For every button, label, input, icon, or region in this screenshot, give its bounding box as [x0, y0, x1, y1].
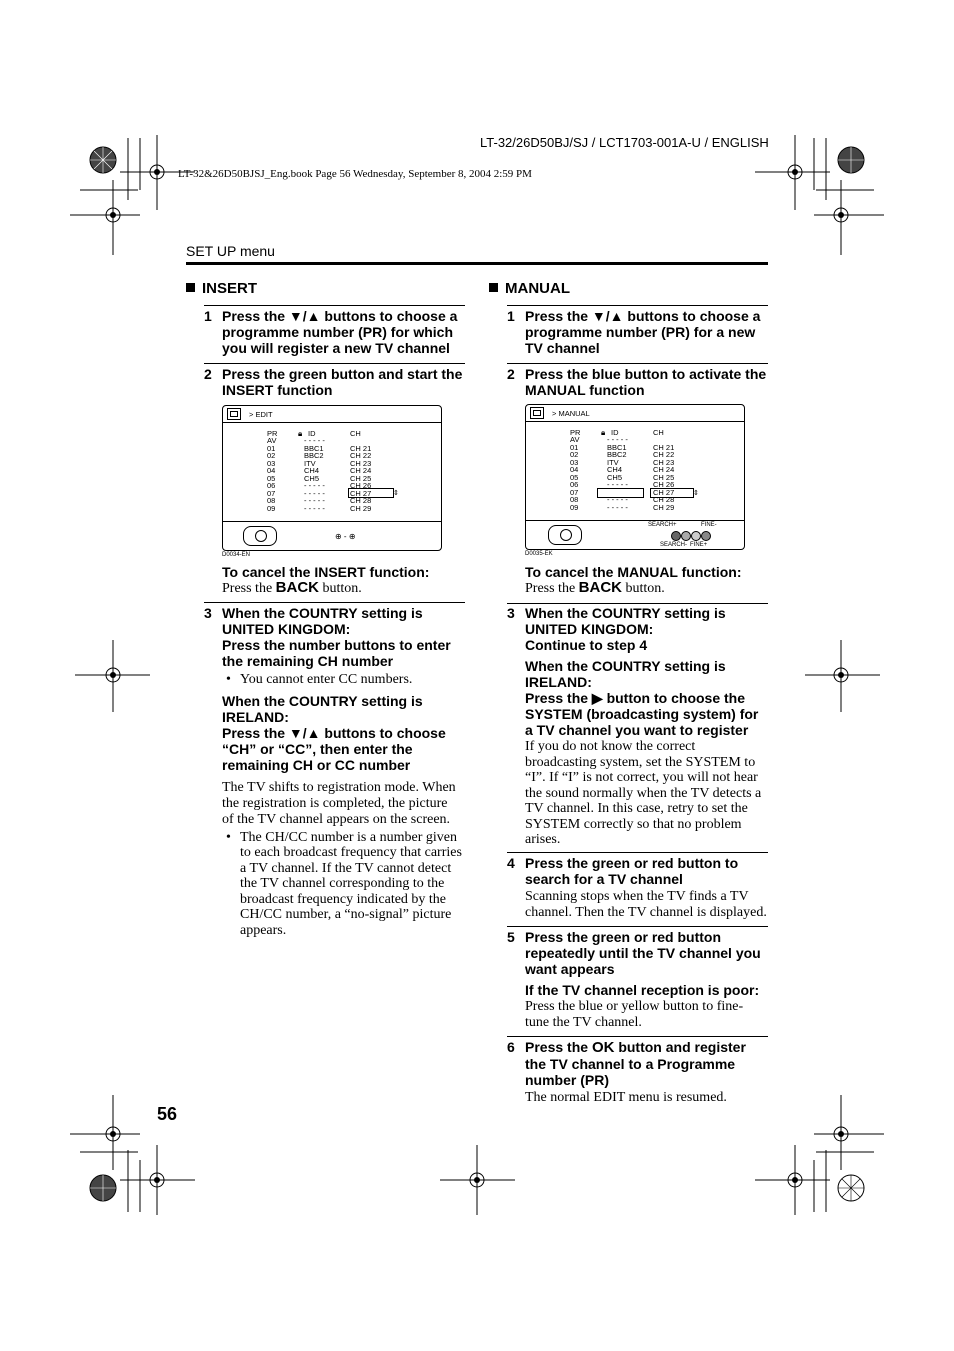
id-cell: - - - - -: [607, 502, 628, 512]
pr-cell: 08: [267, 496, 276, 505]
step-text: When the COUNTRY setting is IRELAND:: [525, 658, 726, 690]
insert-step-3: [204, 605, 467, 938]
fine-plus-label: FINE+: [690, 542, 708, 548]
blue-button-icon: [701, 531, 711, 541]
lock-icon: 🔒︎: [298, 429, 303, 438]
id-cursor: [597, 488, 644, 498]
step-text: When the COUNTRY setting is UNITED KINGDOM:: [222, 605, 423, 637]
id-cell: - - - - -: [304, 436, 325, 445]
screen-header: [526, 405, 744, 422]
body-text: Press the blue or yellow button to fine-tune the TV channel.: [525, 999, 744, 1030]
step-text: Press the blue button to activate the MANUAL function: [525, 366, 767, 398]
manual-cancel-title: To cancel the MANUAL function:: [525, 564, 742, 580]
header-rule: [186, 262, 768, 265]
step-text: Press the number buttons to enter the remaining CH number: [222, 637, 451, 669]
id-cell: BBC2: [304, 451, 324, 460]
insert-screen: [222, 405, 442, 551]
search-plus-label: SEARCH+: [648, 522, 677, 528]
ch-cell: CH 23: [653, 457, 675, 467]
pr-cell: 06: [267, 481, 276, 490]
id-cell: CH4: [304, 466, 320, 475]
divider: [507, 1036, 768, 1037]
step-text: Press the ▶ button to choose the SYSTEM (broadcasting system) for a TV channel you want to register: [525, 690, 759, 738]
square-bullet-icon: [186, 283, 195, 292]
ch-cell: CH 28: [653, 495, 675, 504]
step-number: 2: [507, 366, 515, 382]
text: Press the: [222, 581, 273, 596]
manual-cancel-text: [525, 580, 768, 597]
pr-cell: 09: [570, 502, 579, 512]
step-number: 2: [204, 366, 212, 382]
insert-cancel-title: To cancel the INSERT function:: [222, 564, 430, 580]
manual-title: MANUAL: [505, 280, 570, 297]
lock-icon: 🔒︎: [601, 428, 606, 437]
id-cell: BBC1: [607, 442, 627, 452]
pr-cell: 09: [267, 503, 276, 513]
ch-cell: CH 21: [653, 442, 675, 452]
divider: [204, 363, 465, 364]
cursor-arrow-icon: ⇕: [393, 489, 399, 497]
step-3-ireland: [525, 658, 770, 738]
insert-cancel-text: [222, 580, 465, 597]
selection-cursor: [650, 488, 694, 498]
remote-icon: [548, 525, 582, 545]
insert-title: INSERT: [202, 280, 258, 297]
step-number: 1: [204, 308, 212, 324]
ch-cell: CH 26: [350, 481, 372, 490]
id-cell: BBC1: [304, 443, 324, 453]
step-text: When the COUNTRY setting is UNITED KINGDOM:: [525, 605, 726, 637]
step-3-ireland: [222, 693, 467, 773]
manual-step-5: [507, 929, 770, 1030]
step-number: 4: [507, 855, 515, 871]
square-bullet-icon: [489, 283, 498, 292]
pr-cell: 07: [570, 487, 579, 497]
step-3-uk: [204, 605, 467, 669]
step-text: Press the green or red button to search for a TV channel: [525, 855, 739, 887]
ch-cell: CH 21: [350, 443, 372, 453]
breadcrumb: > EDIT: [249, 410, 273, 419]
step-text: button and register the TV channel to a Programme number (PR): [525, 1039, 746, 1088]
id-cell: CH5: [607, 472, 623, 482]
pr-cell: 04: [267, 466, 276, 475]
manual-step-4: [507, 855, 770, 920]
page-number: 56: [157, 1104, 178, 1124]
pr-cell: AV: [267, 436, 277, 445]
step-4-heading: [507, 855, 770, 887]
manual-screen: [525, 404, 745, 550]
col-ch: CH: [350, 429, 361, 438]
ch-column: [350, 437, 371, 512]
divider: [507, 926, 768, 927]
text: button.: [322, 581, 362, 596]
ch-cell: CH 29: [653, 502, 675, 512]
back-key: BACK: [578, 579, 623, 596]
ch-cell: CH 24: [350, 466, 372, 475]
id-cell: CH5: [304, 473, 320, 483]
divider: [507, 305, 768, 306]
text: button.: [625, 581, 665, 596]
step-text: When the COUNTRY setting is IRELAND:: [222, 692, 423, 725]
ch-column: [653, 436, 674, 511]
red-button-icon: [671, 531, 681, 541]
ch-cell: CH 27: [653, 487, 675, 497]
body-text: The TV shifts to registration mode. When the registration is completed, the picture of the TV channel appears on the screen.: [222, 779, 456, 827]
col-pr: PR: [570, 428, 581, 437]
id-cell: BBC2: [607, 450, 627, 459]
step-6-heading: [507, 1039, 770, 1088]
divider: [507, 363, 768, 364]
manual-step-2: [507, 366, 768, 398]
pr-cell: 02: [267, 451, 276, 460]
body-text: If you do not know the correct broadcasting system, set the SYSTEM to “I”. If “I” is not correct, you will not hear the sound normally when the TV detects a TV channel. In this case, retry to set the SYSTEM correctly so that no problem arises.: [525, 739, 762, 847]
bullet-note: • You cannot enter CC numbers.: [222, 672, 467, 688]
body-text: The normal EDIT menu is resumed.: [525, 1090, 727, 1105]
col-id: ID: [611, 428, 619, 437]
step-text: Press the ▼/▲ buttons to choose a programme number (PR) for a new TV channel: [525, 308, 761, 356]
id-cell: - - - - -: [304, 481, 325, 490]
text: Press the: [525, 581, 576, 596]
pr-cell: 05: [267, 473, 276, 483]
fine-minus-label: FINE-: [701, 522, 717, 528]
yellow-button-icon: [691, 531, 701, 541]
insert-step-1: [204, 308, 465, 356]
id-cell: - - - - -: [304, 496, 325, 505]
screen-footer: [526, 520, 744, 550]
pr-cell: 01: [570, 442, 579, 452]
model-line: LT-32/26D50BJ/SJ / LCT1703-001A-U / ENGLISH: [480, 135, 769, 150]
screen-footer: [223, 521, 441, 551]
pr-column: [267, 437, 276, 512]
ch-cell: CH 22: [653, 450, 675, 459]
selection-cursor: [348, 488, 394, 498]
col-ch: CH: [653, 428, 664, 437]
insert-heading: [186, 280, 257, 297]
bullet-note: • The CH/CC number is a number given to each broadcast frequency that carries a TV channel. If the TV cannot detect the TV channel corresponding to the broadcast frequency indicated by the CH/CC number, a “no-signal” picture appears.: [222, 830, 465, 939]
ok-key: OK: [591, 1039, 615, 1056]
tv-icon: [530, 407, 544, 419]
manual-heading: [489, 280, 570, 297]
step-number: 6: [507, 1039, 515, 1055]
green-button-icon: [681, 531, 691, 541]
body-text: Scanning stops when the TV finds a TV channel. Then the TV channel is displayed.: [525, 889, 767, 920]
manual-step-6: [507, 1039, 770, 1106]
ch-cell: CH 25: [653, 472, 675, 482]
breadcrumb: > MANUAL: [552, 409, 590, 418]
ch-cell: CH 23: [350, 458, 372, 468]
id-cell: - - - - -: [607, 435, 628, 444]
pr-cell: 07: [267, 488, 276, 498]
search-minus-label: SEARCH-: [660, 542, 688, 548]
col-id: ID: [308, 429, 316, 438]
manual-step-1: [507, 308, 768, 356]
step-text: Press the ▼/▲ buttons to choose “CH” or “CC”, then enter the remaining CH or CC number: [222, 724, 446, 773]
id-column: [304, 437, 325, 512]
step-text: Press the ▼/▲ buttons to choose a programme number (PR) for which you will register a new TV channel: [222, 308, 458, 356]
pr-cell: 06: [570, 480, 579, 489]
pr-cell: 01: [267, 443, 276, 453]
pr-cell: 04: [570, 465, 579, 474]
step-number: 1: [507, 308, 515, 324]
step-number: 3: [507, 605, 515, 621]
section-title: SET UP menu: [186, 243, 275, 259]
pr-cell: AV: [570, 435, 580, 444]
back-key: BACK: [275, 579, 320, 596]
step-5-heading: [507, 929, 770, 977]
ch-cell: CH 28: [350, 496, 372, 505]
id-column: [607, 436, 628, 511]
book-line: LT-32&26D50BJSJ_Eng.book Page 56 Wednesday, September 8, 2004 2:59 PM: [178, 168, 532, 180]
step-text: Press the: [525, 1039, 589, 1055]
remote-icon: [243, 526, 277, 546]
ch-cell: CH 25: [350, 473, 372, 483]
pr-cell: 03: [570, 457, 579, 467]
pr-cell: 02: [570, 450, 579, 459]
step-text: Press the green or red button repeatedly until the TV channel you want appears: [525, 929, 761, 977]
footer-hint: ⊕ - ⊕: [335, 532, 356, 541]
pr-column: [570, 436, 579, 511]
id-cell: - - - - -: [304, 503, 325, 513]
cursor-arrow-icon: ⇕: [693, 489, 699, 497]
tv-icon: [227, 408, 241, 420]
pr-cell: 03: [267, 458, 276, 468]
manual-step-3: [507, 605, 770, 848]
figure-code: D0034-EN: [222, 552, 251, 558]
id-cell: ITV: [607, 457, 619, 467]
step-number: 5: [507, 929, 515, 945]
pr-cell: 05: [570, 472, 579, 482]
step-text: Press the green button and start the INSERT function: [222, 366, 463, 398]
step-number: 3: [204, 605, 212, 621]
insert-step-2: [204, 366, 465, 398]
divider: [507, 852, 768, 853]
figure-code: D0035-EK: [525, 551, 553, 557]
divider: [204, 602, 465, 603]
ch-cell: CH 26: [653, 480, 675, 489]
col-pr: PR: [267, 429, 278, 438]
id-cell: ITV: [304, 458, 316, 468]
id-cell: CH4: [607, 465, 623, 474]
divider: [507, 603, 768, 604]
step-subheading: If the TV channel reception is poor:: [525, 982, 760, 998]
pr-cell: 08: [570, 495, 579, 504]
step-text: Continue to step 4: [525, 637, 648, 653]
screen-header: [223, 406, 441, 423]
ch-cell: CH 27: [350, 488, 372, 498]
ch-cell: CH 24: [653, 465, 675, 474]
ch-cell: CH 22: [350, 451, 372, 460]
id-cell: - - - - -: [607, 495, 628, 504]
id-cell: - - - - -: [304, 488, 325, 498]
id-cell: - - - - -: [607, 480, 628, 489]
ch-cell: CH 29: [350, 503, 372, 513]
step-3-uk: [507, 605, 770, 653]
divider: [204, 305, 465, 306]
